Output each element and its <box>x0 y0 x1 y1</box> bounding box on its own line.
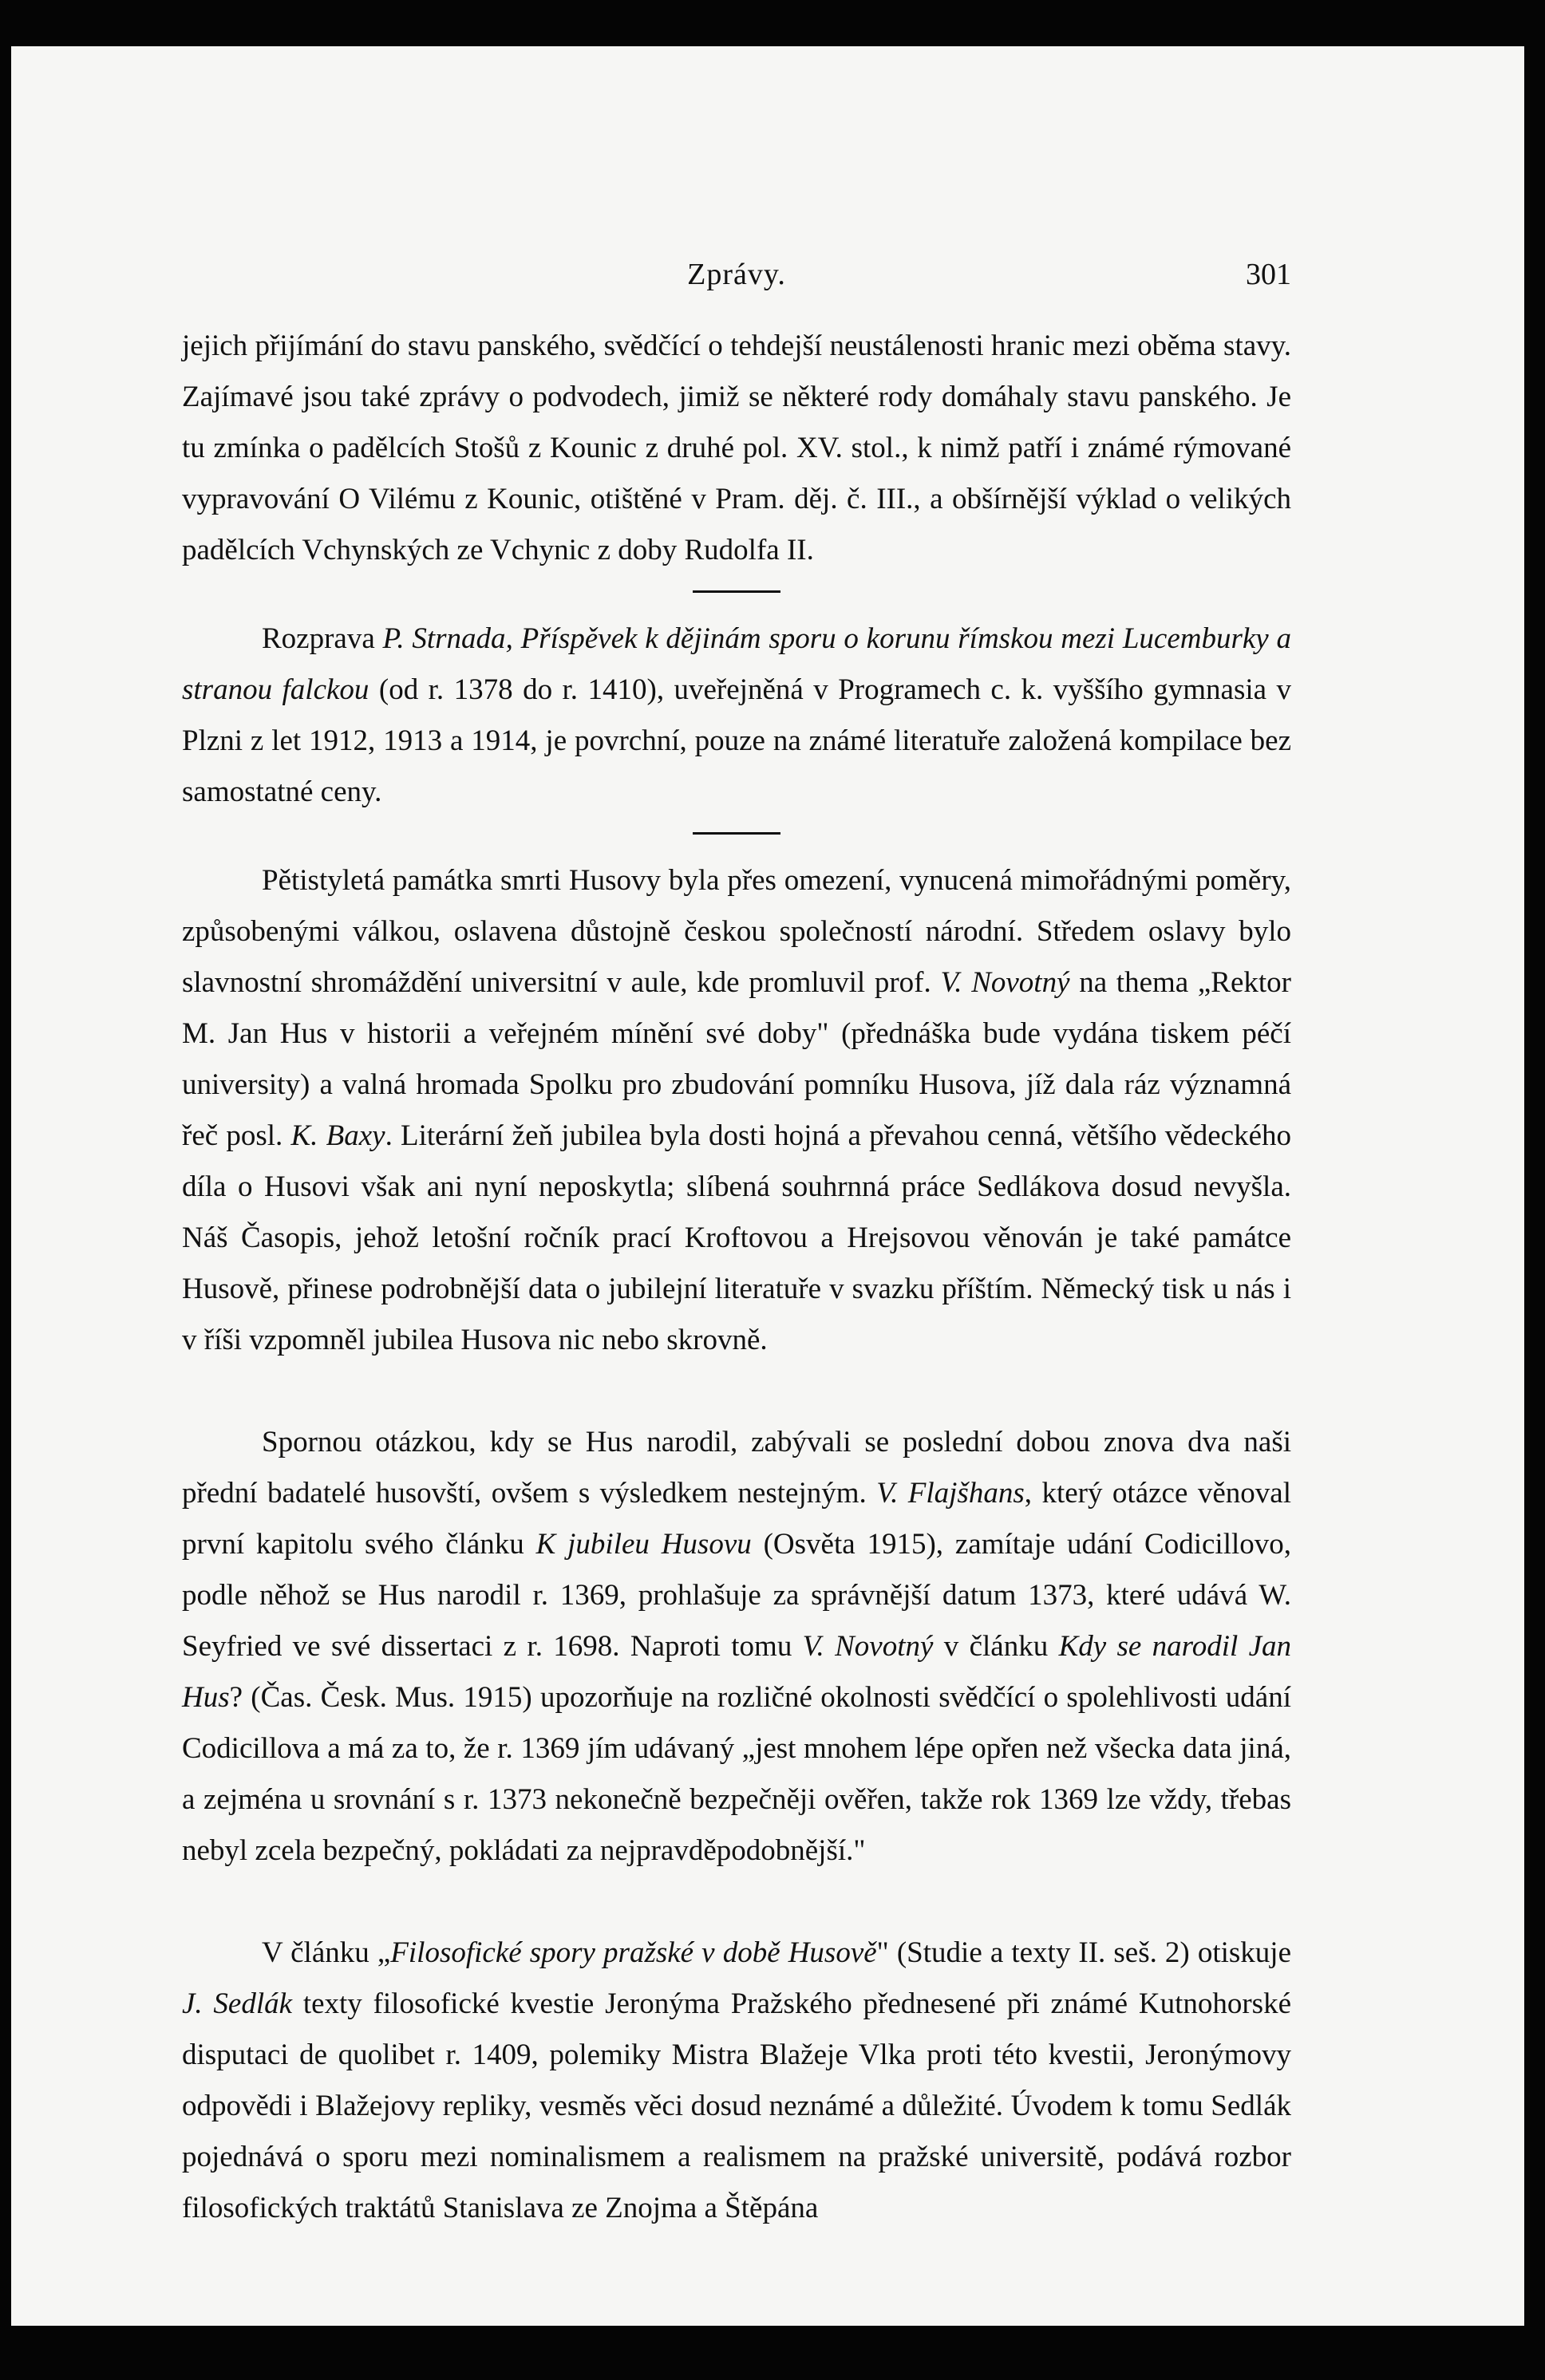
paragraph-1: jejich přijímání do stavu panského, svědčící o tehdejší neustálenosti hranic mezi oběma stavy. Zajímavé jsou také zprávy o podvodech, jimiž se některé rody domáhaly stavu panského. Je tu zmínka o padělcích Stošů z Kounic z druhé pol. XV. stol., k nimž patří i známé rýmované vypravování O Vilému z Kounic, otištěné v Pram. děj. č. III., a obšírnější výklad o velikých padělcích Vchynských ze Vchynic z doby Rudolfa II. <box>182 330 1291 566</box>
running-header <box>182 257 1291 297</box>
p3-c: . Literární žeň jubilea byla dosti hojná a převahou cenná, většího vědeckého díla o Husovi však ani nyní neposkytla; slíbená souhrnná práce Sedlákova dosud nevyšla. Náš Časopis, jehož letošní ročník prací Kroftovou a Hrejsovou věnován je také památce Husově, přinese podrobnější data o jubilejní literatuře v svazku příštím. Německý tisk u nás i v říši vzpomněl jubilea Husova nic nebo skrovně. <box>182 1119 1291 1356</box>
p4-author1: V. Flajšhans <box>876 1477 1025 1510</box>
header-title: Zprávy. <box>687 258 786 291</box>
scan-border-right <box>1524 0 1545 2380</box>
p4-b: , který otázce věnoval první kapitolu svého článku <box>182 1477 1291 1561</box>
p4-e: ? (Čas. Česk. Mus. 1915) upozorňuje na rozličné okolnosti svědčící o spolehlivosti udání Codicillova a má za to, že r. 1369 jím udávaný „jest mnohem lépe opřen než všecka data jiná, a zejména u srovnání s r. 1373 nekonečně bezpečněji ověřen, takže rok 1369 lze vždy, třebas nebyl zcela bezpečný, pokládati za nejpravděpodobnější." <box>182 1681 1291 1867</box>
p4-d: v článku <box>933 1630 1059 1663</box>
p3-a: Pětistyletá památka smrti Husovy byla přes omezení, vynucená mimořádnými poměry, způsobenými válkou, oslavena důstojně českou společností národní. Středem oslavy bylo slavnostní shromáždění universitní v aule, kde promluvil prof. <box>182 864 1291 999</box>
p5-b: " (Studie a texty II. seš. 2) otiskuje <box>876 1936 1291 1969</box>
p2-rest: (od r. 1378 do r. 1410), uveřejněná v Programech c. k. vyššího gymnasia v Plzni z let 1912, 1913 a 1914, je povrchní, pouze na známé literatuře založená kompilace bez samostatné ceny. <box>182 673 1291 808</box>
p3-author1: V. Novotný <box>940 966 1070 999</box>
article-body <box>182 321 1291 2234</box>
p4-title2: Kdy se narodil Jan Hus <box>182 1630 1292 1714</box>
p2-sep: , <box>505 622 521 655</box>
section-separator <box>693 590 780 593</box>
p2-title: Příspěvek k dějinám sporu o korunu římskou mezi Lucemburky a stranou falckou <box>182 622 1291 706</box>
p4-a: Spornou otázkou, kdy se Hus narodil, zabývali se poslední dobou znova dva naši přední badatelé husovští, ovšem s výsledkem nestejným. <box>182 1426 1291 1510</box>
scan-border-top <box>0 0 1545 46</box>
paragraph-5 <box>182 1928 1291 2234</box>
paragraph-4 <box>182 1417 1291 1877</box>
p3-b: na thema „Rektor M. Jan Hus v historii a veřejném mínění své doby" (přednáška bude vydána tiskem péčí university) a valná hromada Spolku pro zbudování pomníku Husova, jíž dala ráz významná řeč posl. <box>182 966 1292 1152</box>
p3-author2: K. Baxy <box>290 1119 385 1152</box>
paragraph-3 <box>182 855 1291 1366</box>
scan-border-bottom <box>0 2326 1545 2380</box>
p2-lead: Rozprava <box>262 622 383 655</box>
paragraph-2 <box>182 614 1291 818</box>
p2-author: P. Strnada <box>382 622 506 655</box>
scan-border-left <box>0 0 11 2380</box>
p4-c: (Osvěta 1915), zamítaje udání Codicillovo, podle něhož se Hus narodil r. 1369, prohlašuje za správnější datum 1373, které udává W. Seyfried ve své dissertaci z r. 1698. Naproti tomu <box>182 1528 1292 1663</box>
page-number: 301 <box>1246 258 1291 291</box>
p4-author2: V. Novotný <box>802 1630 934 1663</box>
p4-title1: K jubileu Husovu <box>535 1528 752 1561</box>
p5-author1: J. Sedlák <box>182 1987 293 2020</box>
p5-title1: Filosofické spory pražské v době Husově <box>390 1936 877 1969</box>
paragraph-gap <box>182 1877 1291 1928</box>
paragraph-gap <box>182 1366 1291 1417</box>
p5-c: texty filosofické kvestie Jeronýma Pražského přednesené při známé Kutnohorské disputaci de quolibet r. 1409, polemiky Mistra Blažeje Vlka proti této kvestii, Jeronýmovy odpovědi i Blažejovy repliky, vesměs věci dosud neznámé a důležité. Úvodem k tomu Sedlák pojednává o sporu mezi nominalismem a realismem na pražské universitě, podává rozbor filosofických traktátů Stanislava ze Znojma a Štěpána <box>182 1987 1292 2224</box>
p5-a: V článku „ <box>262 1936 391 1969</box>
section-separator <box>693 832 780 835</box>
